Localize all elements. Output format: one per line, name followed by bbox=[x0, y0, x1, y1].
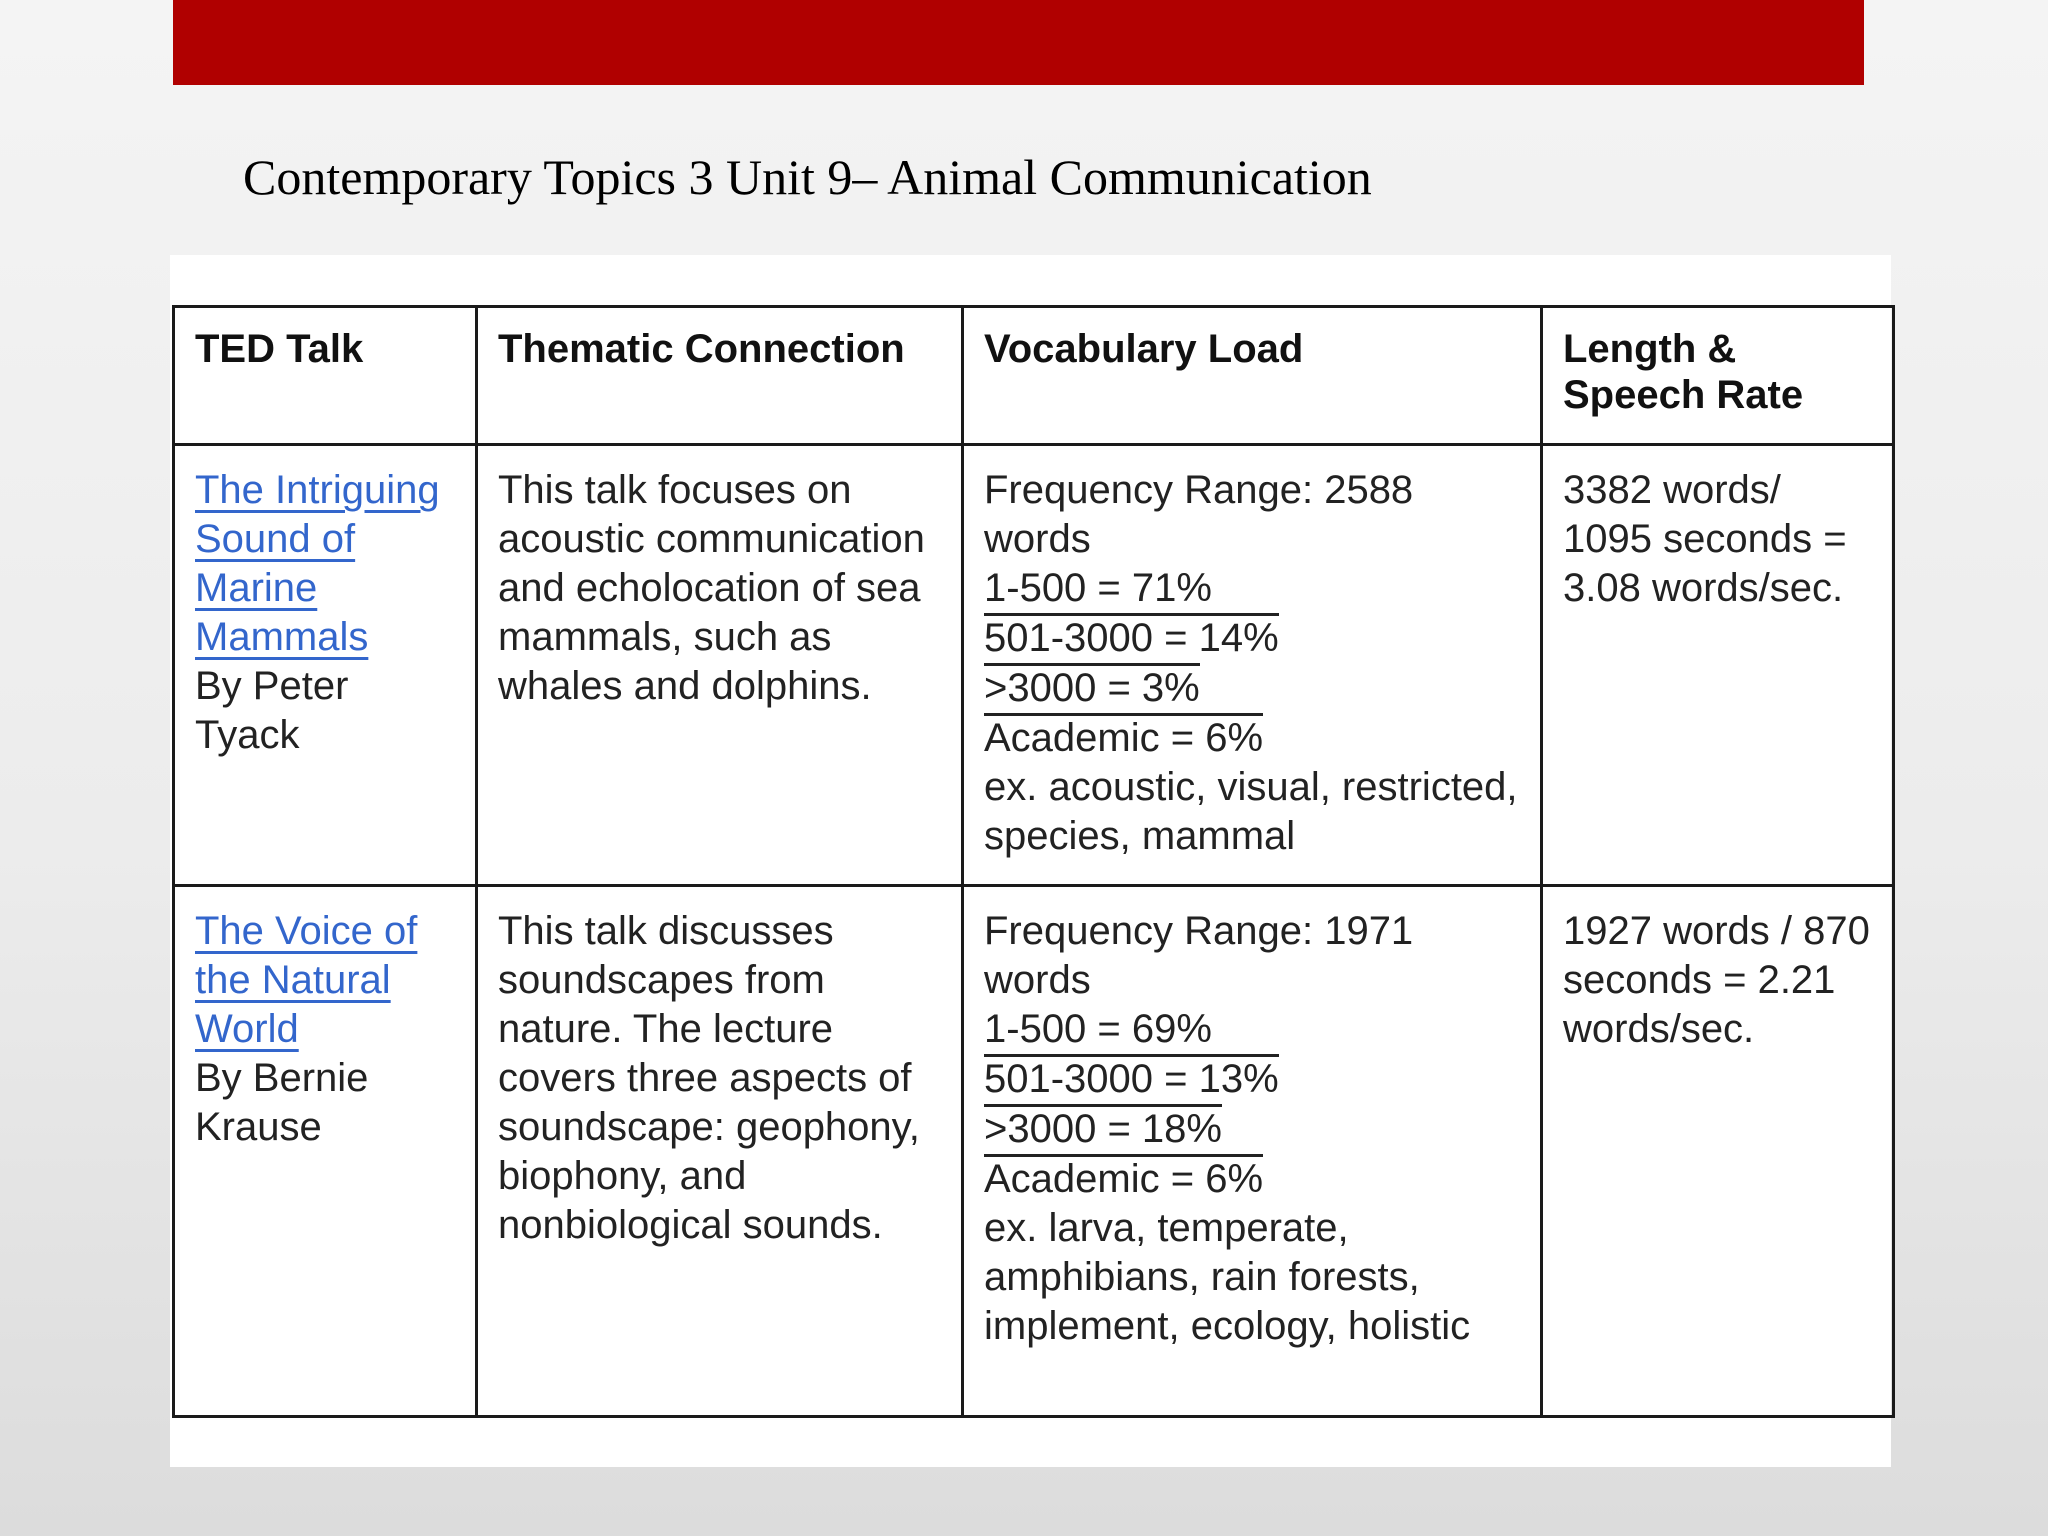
vocab-cell bbox=[963, 445, 1542, 886]
header-length-speech-rate: Length & Speech Rate bbox=[1542, 307, 1894, 445]
length-cell: 3382 words/ 1095 seconds = 3.08 words/sec. bbox=[1542, 445, 1894, 886]
header-ted-talk: TED Talk bbox=[174, 307, 477, 445]
vocab-range-over-3000: >3000 = 18% bbox=[984, 1104, 1222, 1151]
vocab-frequency: Frequency Range: 2588 words bbox=[984, 468, 1414, 561]
talk-title-link[interactable]: The Intriguing Sound of Marine Mammals bbox=[195, 468, 440, 659]
talk-author: By Peter Tyack bbox=[195, 664, 349, 757]
vocab-academic-wrap bbox=[984, 1154, 1526, 1204]
vocab-range-over-3000-wrap bbox=[984, 663, 1526, 713]
vocab-frequency: Frequency Range: 1971 words bbox=[984, 909, 1414, 1002]
table-panel bbox=[170, 255, 1891, 1467]
talk-title-link[interactable]: The Voice of the Natural World bbox=[195, 909, 418, 1051]
header-vocabulary-load: Vocabulary Load bbox=[963, 307, 1542, 445]
top-accent-bar bbox=[173, 0, 1864, 85]
thematic-cell: This talk focuses on acoustic communication and echolocation of sea mammals, such as whales and dolphins. bbox=[477, 445, 963, 886]
talk-cell bbox=[174, 886, 477, 1417]
vocab-range-501-3000: 501-3000 = 14% bbox=[984, 613, 1279, 660]
table-header-row bbox=[174, 307, 1894, 445]
vocab-examples: ex. acoustic, visual, restricted, species, mammal bbox=[984, 765, 1518, 858]
thematic-cell: This talk discusses soundscapes from nature. The lecture covers three aspects of soundscape: geophony, biophony, and nonbiological sounds. bbox=[477, 886, 963, 1417]
slide-title: Contemporary Topics 3 Unit 9– Animal Communication bbox=[243, 149, 1372, 205]
vocab-range-501-3000-wrap bbox=[984, 1054, 1526, 1104]
table-row bbox=[174, 445, 1894, 886]
vocab-academic: Academic = 6% bbox=[984, 1154, 1263, 1201]
vocab-range-501-3000: 501-3000 = 13% bbox=[984, 1054, 1279, 1101]
vocab-range-over-3000-wrap bbox=[984, 1104, 1526, 1154]
length-cell: 1927 words / 870 seconds = 2.21 words/sec. bbox=[1542, 886, 1894, 1417]
vocab-range-501-3000-wrap bbox=[984, 613, 1526, 663]
ted-talk-table bbox=[172, 305, 1895, 1418]
vocab-range-1-500: 1-500 = 69% bbox=[984, 1007, 1212, 1051]
vocab-range-over-3000: >3000 = 3% bbox=[984, 663, 1200, 710]
table-row bbox=[174, 886, 1894, 1417]
vocab-academic-wrap bbox=[984, 713, 1526, 763]
talk-author: By Bernie Krause bbox=[195, 1056, 369, 1149]
talk-cell bbox=[174, 445, 477, 886]
header-thematic-connection: Thematic Connection bbox=[477, 307, 963, 445]
vocab-range-1-500: 1-500 = 71% bbox=[984, 566, 1212, 610]
vocab-examples: ex. larva, temperate, amphibians, rain forests, implement, ecology, holistic bbox=[984, 1206, 1471, 1348]
vocab-cell bbox=[963, 886, 1542, 1417]
vocab-academic: Academic = 6% bbox=[984, 713, 1263, 760]
